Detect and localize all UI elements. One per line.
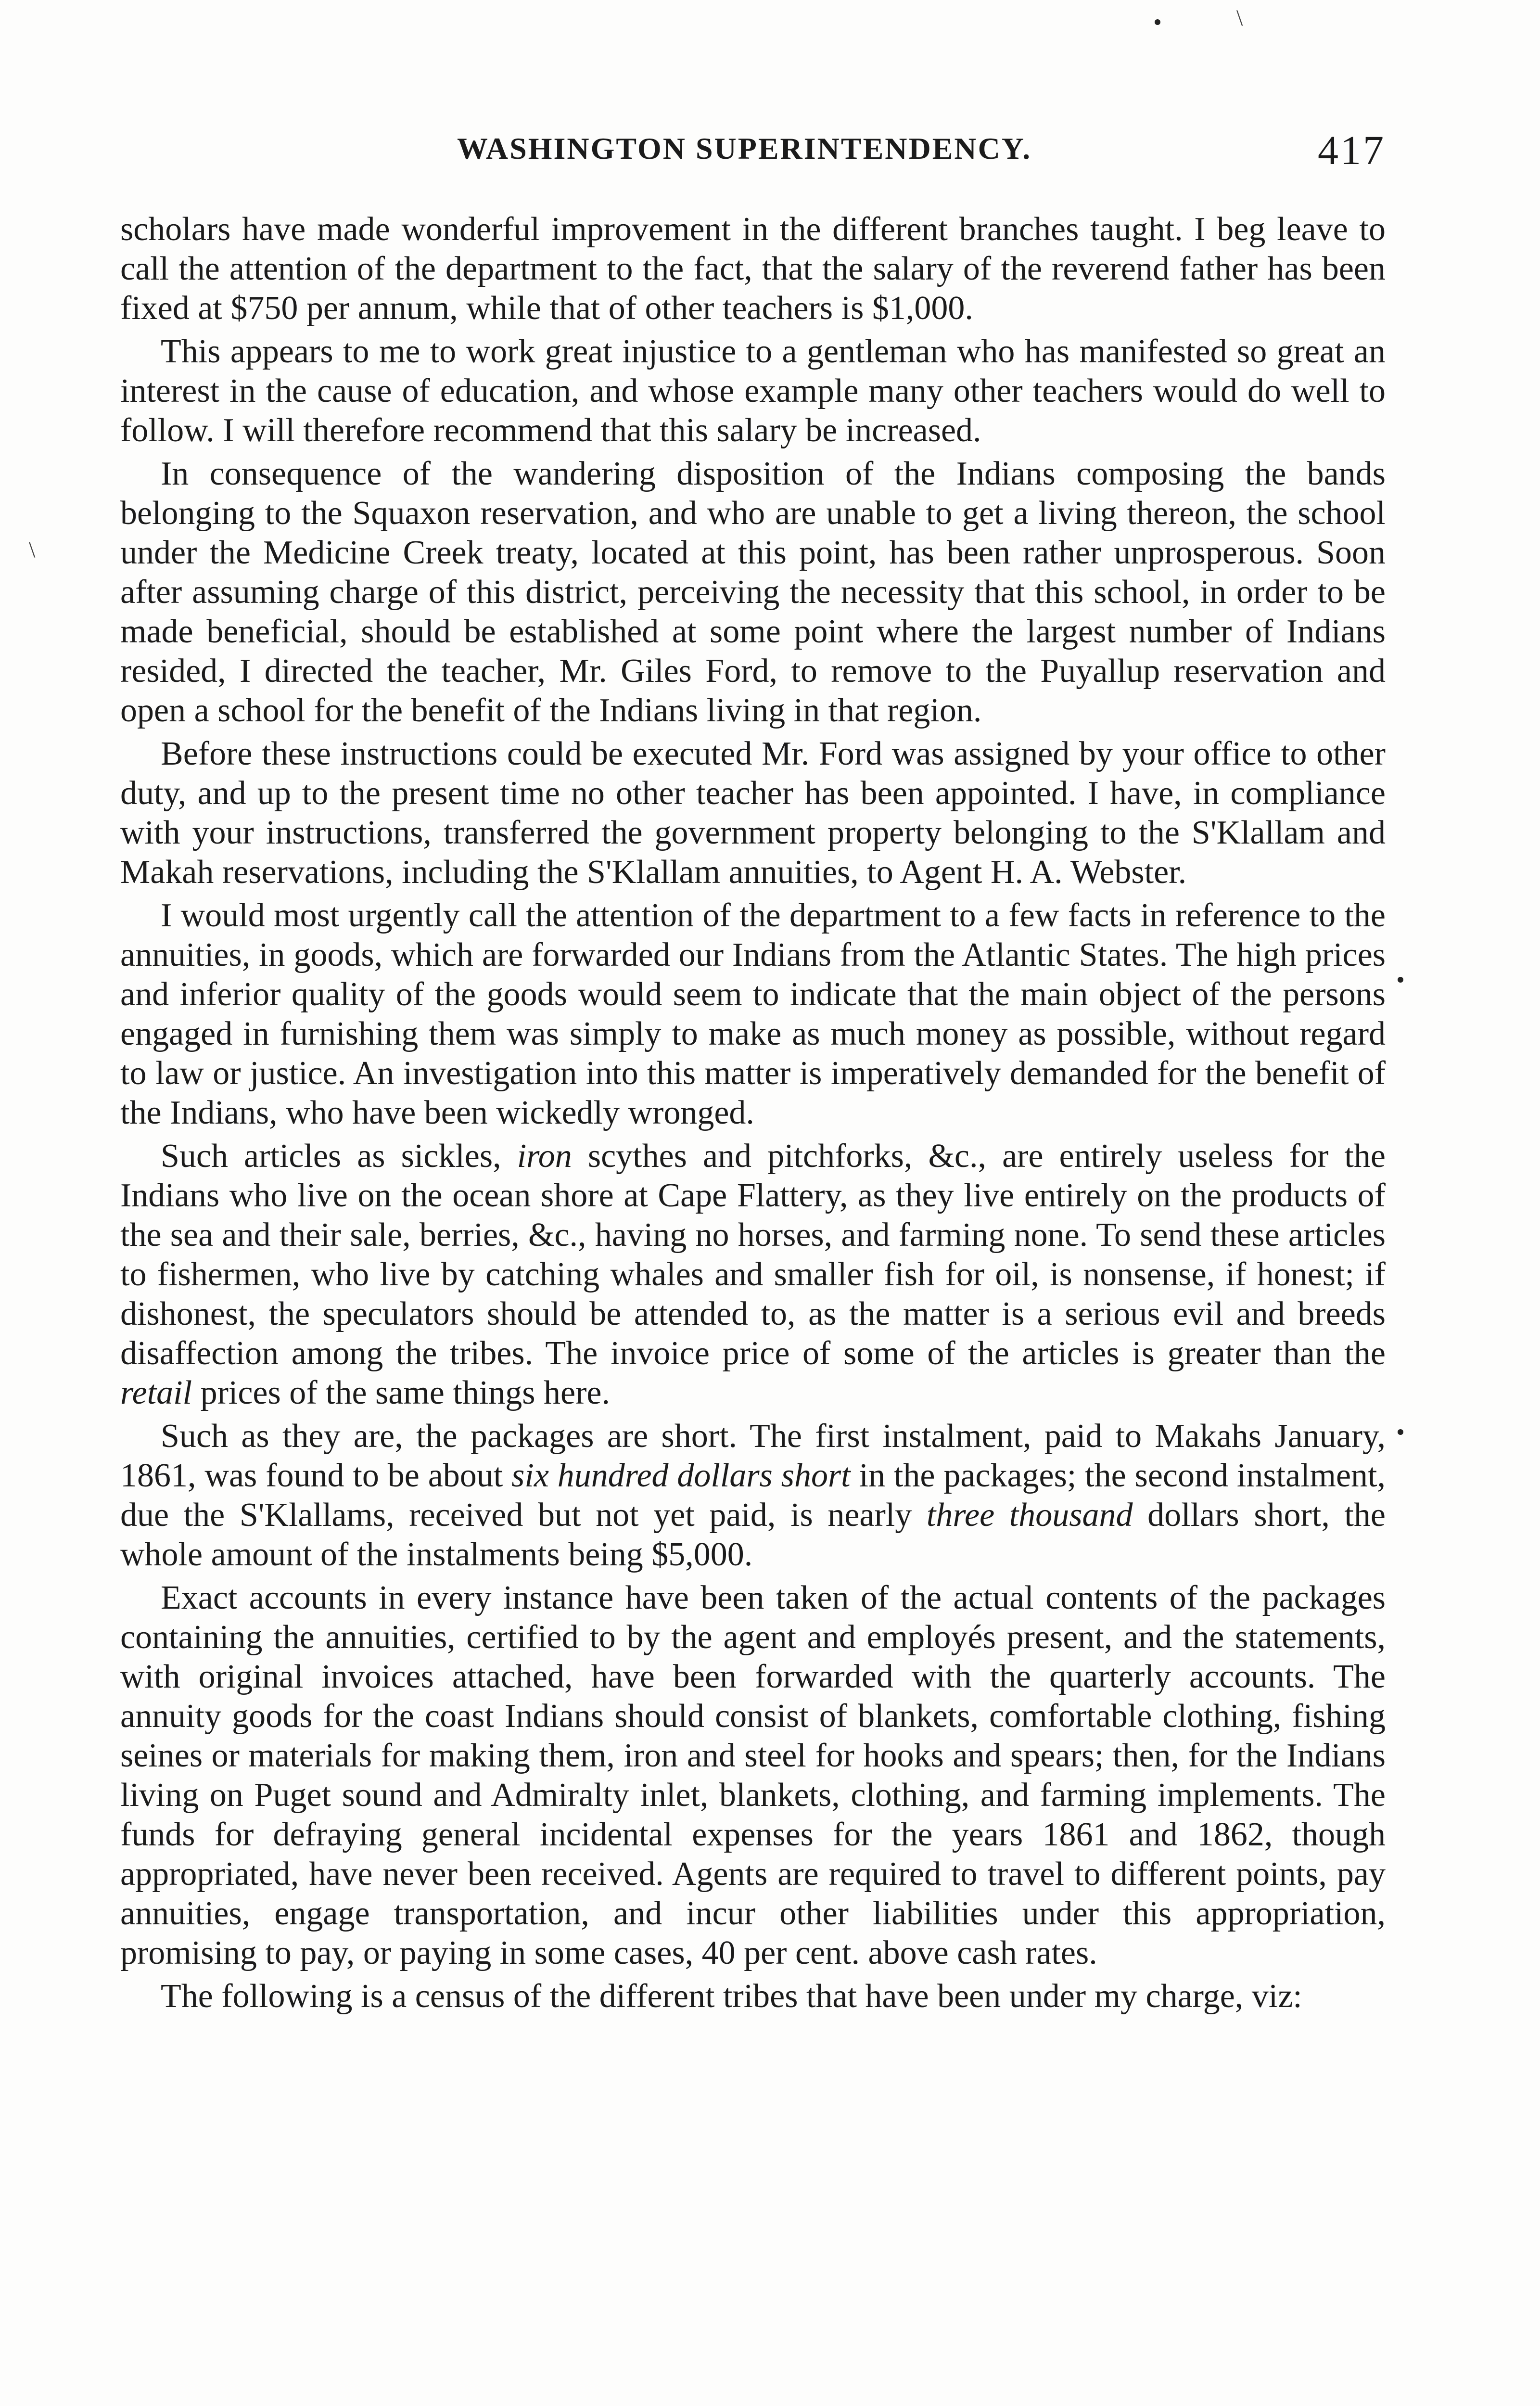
page-header [120, 126, 1386, 179]
paragraph: scholars have made wonderful improvement in the different branches taught. I beg leave to call the attention of the department to the fact, that the salary of the reverend father has been fixed at $750 per annum, while that of other teachers is $1,000. [120, 211, 1386, 327]
italic-text: iron [517, 1138, 572, 1175]
paragraph: Such articles as sickles, iron scythes and pitchforks, &c., are entirely useless for the Indians who live on the ocean shore at Cape Flattery, as they live entirely on the products of the sea and their sale, berries, &c., having no horses, and farming none. To send these articles to fishermen, who live by catching whales and smaller fish for oil, is nonsense, if honest; if dishonest, the speculators should be attended to, as the matter is a serious evil and breeds disaffection among the tribes. The invoice price of some of the articles is greater than the retail prices of the same things here. [120, 1138, 1386, 1411]
margin-mark: \ [1236, 5, 1243, 31]
body-text [120, 210, 1386, 2020]
running-head: WASHINGTON SUPERINTENDENCY. [457, 131, 1032, 166]
paragraph: I would most urgently call the attention of the department to a few facts in reference to the annuities, in goods, which are forwarded our Indians from the Atlantic States. The high prices and inferior quality of the goods would seem to indicate that the main object of the persons engaged in furnishing them was simply to make as much money as possible, without regard to law or justice. An investigation into this matter is imperatively demanded for the benefit of the Indians, who have been wickedly wronged. [120, 897, 1386, 1131]
speck [1398, 1429, 1403, 1435]
italic-text: six hundred dollars short [511, 1457, 851, 1494]
paragraph: Such as they are, the packages are short. The first instalment, paid to Makahs January, 1861, was found to be about six hundred dollars short in the packages; the second instalment, due the S'Klallams, received but not yet paid, is nearly three thousand dollars short, the whole amount of the instalments being $5,000. [120, 1418, 1386, 1573]
italic-text: retail [120, 1374, 192, 1411]
paragraph: The following is a census of the different tribes that have been under my charge, viz: [161, 1978, 1302, 2015]
paragraph: Exact accounts in every instance have been taken of the actual contents of the packages containing the annuities, certified to by the agent and employés present, and the statements, with original invoices attached, have been forwarded with the quarterly accounts. The annuity goods for the coast Indians should consist of blankets, comfortable clothing, fishing seines or materials for making them, iron and steel for hooks and spears; then, for the Indians living on Puget sound and Admiralty inlet, blankets, clothing, and farming implements. The funds for defraying general incidental expenses for the years 1861 and 1862, though appropriated, have never been received. Agents are required to travel to different points, pay annuities, engage transportation, and incur other liabilities under this appropriation, promising to pay, or paying in some cases, 40 per cent. above cash rates. [120, 1579, 1386, 1971]
page-number: 417 [1318, 127, 1386, 173]
margin-mark: \ [29, 537, 36, 563]
speck [1155, 19, 1160, 25]
italic-text: three thousand [926, 1497, 1133, 1534]
paragraph: Before these instructions could be executed Mr. Ford was assigned by your office to other duty, and up to the present time no other teacher has been appointed. I have, in compliance with your instructions, transferred the government property belonging to the S'Klallam and Makah reservations, including the S'Klallam annuities, to Agent H. A. Webster. [120, 735, 1386, 891]
paragraph: In consequence of the wandering disposition of the Indians composing the bands belonging to the Squaxon reservation, and who are unable to get a living thereon, the school under the Medicine Creek treaty, located at this point, has been rather unprosperous. Soon after assuming charge of this district, perceiving the necessity that this school, in order to be made beneficial, should be established at some point where the largest number of Indians resided, I directed the teacher, Mr. Giles Ford, to remove to the Puyallup reservation and open a school for the benefit of the Indians living in that region. [120, 455, 1386, 729]
speck [1398, 977, 1403, 983]
paragraph: This appears to me to work great injustice to a gentleman who has manifested so great an interest in the cause of education, and whose example many other teachers would do well to follow. I will therefore recommend that this salary be increased. [120, 333, 1386, 449]
